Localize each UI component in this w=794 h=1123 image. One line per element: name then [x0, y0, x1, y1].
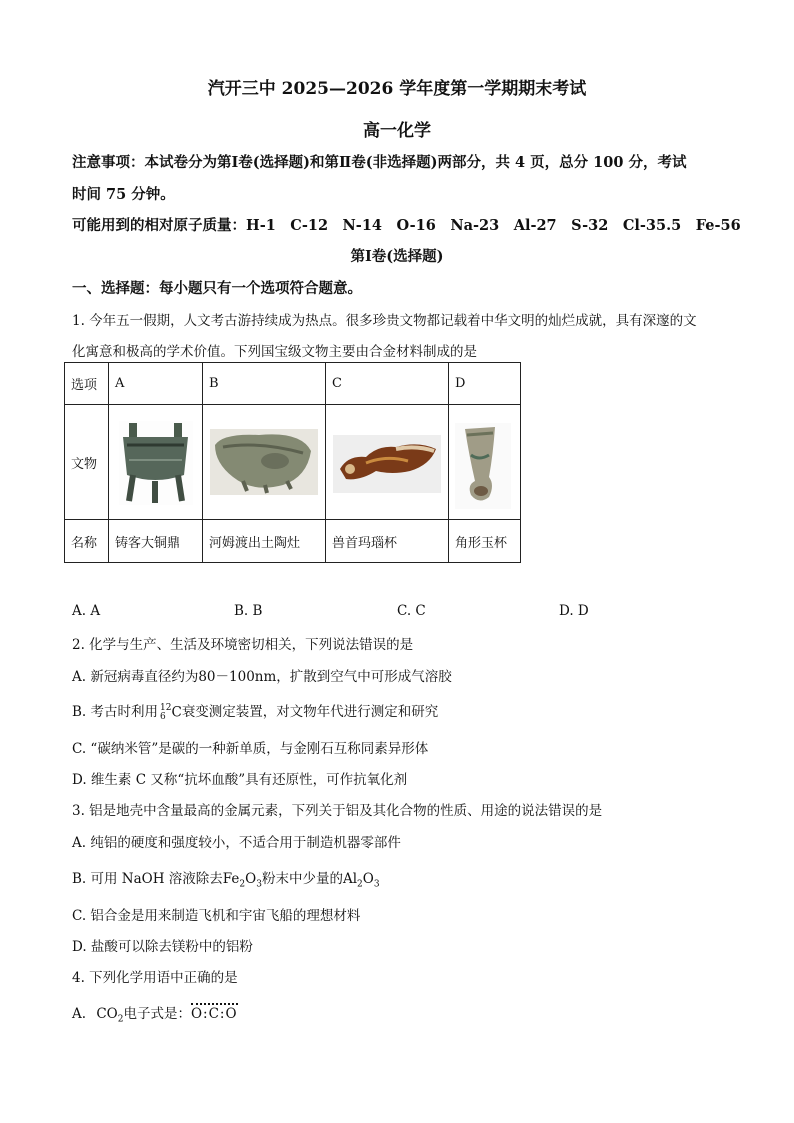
al-symbol: Al: [342, 871, 358, 887]
bronze-ding-image: [109, 405, 202, 519]
electron-formula: O:C:O: [191, 1003, 238, 1022]
agate-cup-image: [326, 405, 448, 519]
al-oxide-o: O: [362, 871, 374, 887]
fe-oxide-o-subscript: 3: [256, 879, 262, 890]
q2-stem: 2. 化学与生产、生活及环境密切相关，下列说法错误的是: [72, 637, 414, 653]
q2-option-d: D. 维生素 C 又称“抗坏血酸”具有还原性，可作抗氧化剂: [72, 772, 408, 788]
relic-d-name: 角形玉杯: [449, 520, 521, 563]
q4-stem: 4. 下列化学用语中正确的是: [72, 970, 238, 986]
q3-option-b-prefix: B. 可用 NaOH 溶液除去: [72, 871, 223, 887]
q4-option-a: [72, 1002, 238, 1025]
q4-option-a-prefix: A.: [72, 1006, 87, 1022]
relic-a-name: 铸客大铜鼎: [109, 520, 203, 563]
al-oxide-o-subscript: 3: [373, 879, 380, 890]
q3-option-d: D. 盐酸可以除去镁粉中的铝粉: [72, 939, 253, 955]
q2-option-a: A. 新冠病毒直径约为80－100nm，扩散到空气中可形成气溶胶: [72, 669, 452, 685]
q1-stem-line-2: 化寓意和极高的学术价值。下列国宝级文物主要由合金材料制成的是: [72, 344, 477, 360]
option-d-label: D: [449, 363, 521, 405]
table-row-label-option: 选项: [65, 363, 109, 405]
relic-d-image: [449, 405, 521, 520]
q2-option-b: [72, 700, 438, 722]
q2-option-c: C. “碳纳米管”是碳的一种新单质，与金刚石互称同素异形体: [72, 741, 429, 757]
fe-subscript: 2: [239, 879, 246, 890]
relic-a-image: [109, 405, 203, 520]
horn-jade-cup-image: [449, 405, 520, 519]
relic-b-image: [203, 405, 326, 520]
option-b-label: B: [203, 363, 326, 405]
exam-title: 汽开三中 2025—2026 学年度第一学期期末考试: [207, 79, 587, 99]
al-subscript: 2: [357, 879, 363, 890]
relics-table: [64, 362, 521, 563]
co2-formula: CO: [96, 1006, 118, 1022]
q3-option-b: [72, 867, 380, 890]
q2-option-b-suffix: 衰变测定装置，对文物年代进行测定和研究: [181, 704, 439, 720]
option-c-label: C: [326, 363, 449, 405]
isotope-atomic-number: 6: [160, 711, 166, 722]
relic-c-image: [326, 405, 449, 520]
table-row-label-relic: 文物: [65, 405, 109, 520]
q3-option-a: A. 纯铝的硬度和强度较小，不适合用于制造机器零部件: [72, 835, 401, 851]
co2-subscript: 2: [117, 1014, 124, 1025]
atomic-masses: 可能用到的相对原子质量：H-1 C-12 N-14 O-16 Na-23 Al-27 S-32 Cl-35.5 Fe-56: [72, 217, 741, 234]
exam-subject: 高一化学: [363, 121, 431, 141]
relic-b-name: 河姆渡出土陶灶: [203, 520, 326, 563]
isotope-mass-number: 12: [160, 702, 172, 713]
part-title: 第Ⅰ卷(选择题): [350, 248, 444, 265]
q4-option-a-suffix: 电子式是：: [123, 1006, 191, 1022]
q1-choice-c: C. C: [397, 603, 426, 619]
isotope-element: C: [171, 704, 182, 720]
option-a-label: A: [109, 363, 203, 405]
section-heading: 一、选择题：每小题只有一个选项符合题意。: [72, 280, 362, 297]
fe-oxide-o: O: [245, 871, 257, 887]
q1-stem-line-1: 1. 今年五一假期，人文考古游持续成为热点。很多珍贵文物都记载着中华文明的灿烂成就，具有深邃的文: [72, 313, 697, 329]
carbon-isotope: [160, 704, 182, 722]
relic-c-name: 兽首玛瑙杯: [326, 520, 449, 563]
q2-option-b-prefix: B. 考古时利用: [72, 704, 159, 720]
notes-line-1: 注意事项：本试卷分为第Ⅰ卷(选择题)和第Ⅱ卷(非选择题)两部分，共 4 页，总分 100 分，考试: [72, 154, 687, 171]
q3-option-c: C. 铝合金是用来制造飞机和宇宙飞船的理想材料: [72, 908, 361, 924]
fe-symbol: Fe: [222, 871, 240, 887]
notes-line-2: 时间 75 分钟。: [72, 186, 175, 203]
pottery-stove-image: [203, 405, 325, 519]
q3-option-b-middle: 粉末中少量的: [261, 871, 343, 887]
q1-choice-d: D. D: [559, 603, 589, 619]
q1-choice-a: A. A: [72, 603, 101, 619]
q1-choice-b: B. B: [234, 603, 263, 619]
q3-stem: 3. 铝是地壳中含量最高的金属元素，下列关于铝及其化合物的性质、用途的说法错误的是: [72, 803, 603, 819]
table-row-label-name: 名称: [65, 520, 109, 563]
